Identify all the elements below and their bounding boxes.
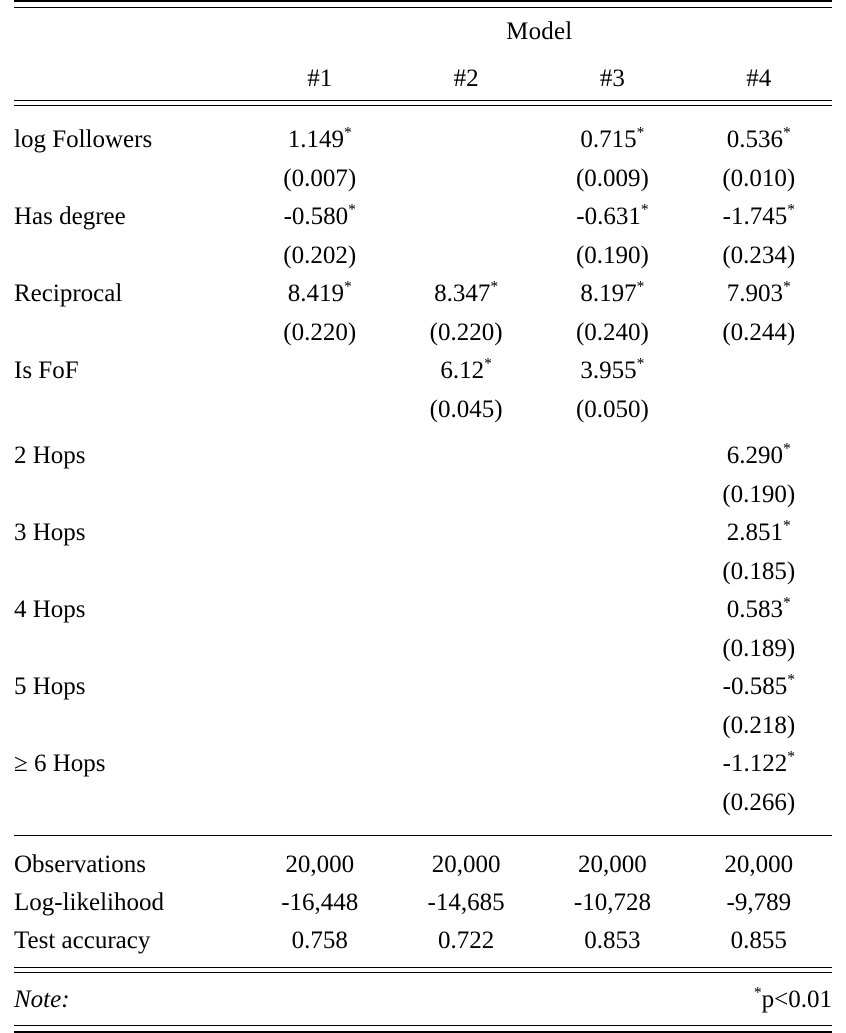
coef-log-followers-m3: 0.715* xyxy=(580,124,645,153)
se-3-hops-m1 xyxy=(247,552,393,590)
se-log-followers-m2 xyxy=(393,159,539,197)
se-5-hops-m3 xyxy=(539,706,685,744)
stat-observations-m1: 20,000 xyxy=(285,850,355,878)
coef-has-degree-m4: -1.745* xyxy=(722,201,795,230)
coef-2-hops-m1 xyxy=(247,436,393,475)
row-label-spacer xyxy=(14,313,247,351)
stat-observations-m2: 20,000 xyxy=(431,850,501,878)
stat-observations-m4: 20,000 xyxy=(724,850,794,878)
coef-6-plus-hops-m4: -1.122* xyxy=(722,748,795,777)
se-5-hops-m4: (0.218) xyxy=(722,711,796,739)
table-row-std-error xyxy=(14,159,832,197)
se-6-plus-hops-m4: (0.266) xyxy=(722,788,796,816)
stat-test-accuracy-m4: 0.855 xyxy=(730,926,787,954)
table-row-std-error xyxy=(14,552,832,590)
table-row xyxy=(14,274,832,313)
footnote-value: *p<0.01 xyxy=(753,984,832,1013)
se-3-hops-m2 xyxy=(393,552,539,590)
row-label-4-hops: 4 Hops xyxy=(14,596,86,623)
se-2-hops-m3 xyxy=(539,475,685,513)
se-has-degree-m2 xyxy=(393,236,539,274)
column-header-4: #4 xyxy=(746,64,772,92)
se-reciprocal-m2: (0.220) xyxy=(429,318,503,346)
coef-3-hops-m2 xyxy=(393,513,539,552)
coef-5-hops-m2 xyxy=(393,667,539,706)
column-header-2: #2 xyxy=(453,64,479,92)
coef-log-followers-m4: 0.536* xyxy=(726,124,791,153)
se-reciprocal-m4: (0.244) xyxy=(722,318,796,346)
significance-star: * xyxy=(484,355,492,373)
se-6-plus-hops-m2 xyxy=(393,783,539,821)
coef-3-hops-m1 xyxy=(247,513,393,552)
table-row xyxy=(14,197,832,236)
table-row-statistic xyxy=(14,921,832,959)
significance-star: * xyxy=(636,278,645,296)
row-label-spacer xyxy=(14,629,247,667)
se-has-degree-m4: (0.234) xyxy=(722,241,796,269)
table-bottom-rule xyxy=(14,1026,832,1033)
se-5-hops-m1 xyxy=(247,706,393,744)
se-6-plus-hops-m1 xyxy=(247,783,393,821)
table-row-std-error xyxy=(14,783,832,821)
table-row xyxy=(14,436,832,475)
se-4-hops-m3 xyxy=(539,629,685,667)
row-label-log-likelihood: Log-likelihood xyxy=(14,888,164,916)
table-row xyxy=(14,667,832,706)
coef-3-hops-m3 xyxy=(539,513,685,552)
coef-2-hops-m2 xyxy=(393,436,539,475)
coef-4-hops-m1 xyxy=(247,590,393,629)
row-label-spacer xyxy=(14,552,247,590)
significance-star: * xyxy=(783,124,791,142)
significance-star: * xyxy=(783,440,791,458)
significance-star: * xyxy=(783,278,791,296)
se-4-hops-m2 xyxy=(393,629,539,667)
se-2-hops-m4: (0.190) xyxy=(722,480,796,508)
se-6-plus-hops-m3 xyxy=(539,783,685,821)
stat-log-likelihood-m2: -14,685 xyxy=(427,888,505,916)
se-5-hops-m2 xyxy=(393,706,539,744)
coef-6-plus-hops-m2 xyxy=(393,744,539,783)
stat-log-likelihood-m3: -10,728 xyxy=(573,888,651,916)
header-columns-row xyxy=(14,56,832,101)
coef-4-hops-m2 xyxy=(393,590,539,629)
header-group-label: Model xyxy=(506,17,573,45)
se-2-hops-m2 xyxy=(393,475,539,513)
stat-observations-m3: 20,000 xyxy=(578,850,647,878)
table-row-std-error xyxy=(14,236,832,274)
footnote-row xyxy=(14,973,832,1026)
stat-log-likelihood-m1: -16,448 xyxy=(281,888,359,916)
table-row-statistic xyxy=(14,883,832,921)
column-header-3: #3 xyxy=(599,64,625,92)
stat-test-accuracy-m2: 0.722 xyxy=(437,926,495,954)
se-log-followers-m3: (0.009) xyxy=(575,164,649,192)
significance-star: * xyxy=(783,594,791,612)
column-header-1: #1 xyxy=(307,64,333,92)
regression-table xyxy=(14,0,832,1033)
significance-star: * xyxy=(783,517,791,535)
se-3-hops-m4: (0.185) xyxy=(722,557,796,585)
significance-star: * xyxy=(343,124,352,142)
row-label-2-hops: 2 Hops xyxy=(14,442,86,469)
se-4-hops-m4: (0.189) xyxy=(722,634,796,662)
coef-3-hops-m4: 2.851* xyxy=(726,517,791,546)
coef-2-hops-m3 xyxy=(539,436,685,475)
coef-is-fof-m4 xyxy=(686,351,832,390)
statistics-inner-spacer xyxy=(14,837,832,845)
table-row-std-error xyxy=(14,706,832,744)
table-row-std-error xyxy=(14,629,832,667)
significance-star: * xyxy=(636,355,645,373)
coef-6-plus-hops-m1 xyxy=(247,744,393,783)
se-is-fof-m4 xyxy=(686,390,832,428)
row-label-has-degree: Has degree xyxy=(14,203,126,230)
significance-star: * xyxy=(787,671,795,689)
coef-is-fof-m3: 3.955* xyxy=(580,355,645,384)
row-label-3-hops: 3 Hops xyxy=(14,519,86,546)
table-row-std-error xyxy=(14,313,832,351)
row-label-spacer xyxy=(14,475,247,513)
hops-block-spacer xyxy=(14,428,832,436)
se-has-degree-m3: (0.190) xyxy=(575,241,649,269)
table-row xyxy=(14,744,832,783)
table-row xyxy=(14,351,832,390)
stats-top-spacer xyxy=(14,821,832,836)
se-3-hops-m3 xyxy=(539,552,685,590)
table-row-std-error xyxy=(14,390,832,428)
se-log-followers-m1: (0.007) xyxy=(283,164,357,192)
table-row-statistic xyxy=(14,845,832,883)
row-label-is-fof: Is FoF xyxy=(14,357,79,384)
row-label-test-accuracy: Test accuracy xyxy=(14,926,151,954)
coef-4-hops-m3 xyxy=(539,590,685,629)
se-has-degree-m1: (0.202) xyxy=(283,241,357,269)
footnote-label: Note: xyxy=(14,985,70,1013)
coef-reciprocal-m2: 8.347* xyxy=(434,278,499,307)
table-row xyxy=(14,120,832,159)
header-group-spacer xyxy=(14,8,247,55)
coef-reciprocal-m1: 8.419* xyxy=(287,278,352,307)
significance-star: * xyxy=(787,748,795,766)
coef-5-hops-m4: -0.585* xyxy=(722,671,795,700)
row-label-spacer xyxy=(14,159,247,197)
significance-star: * xyxy=(640,201,649,219)
coef-has-degree-m1: -0.580* xyxy=(283,201,356,230)
row-label-reciprocal: Reciprocal xyxy=(14,280,123,307)
se-is-fof-m3: (0.050) xyxy=(575,395,649,423)
row-label-spacer xyxy=(14,390,247,428)
row-label-log-followers: log Followers xyxy=(14,126,153,153)
coef-has-degree-m2 xyxy=(393,197,539,236)
se-is-fof-m1 xyxy=(247,390,393,428)
row-label-spacer xyxy=(14,783,247,821)
coef-is-fof-m2: 6.12* xyxy=(440,355,492,384)
row-label-5-hops: 5 Hops xyxy=(14,673,86,700)
row-label-observations: Observations xyxy=(14,850,146,878)
coef-has-degree-m3: -0.631* xyxy=(576,201,649,230)
coef-4-hops-m4: 0.583* xyxy=(726,594,791,623)
coef-2-hops-m4: 6.290* xyxy=(726,440,791,469)
coef-is-fof-m1 xyxy=(247,351,393,390)
coef-5-hops-m1 xyxy=(247,667,393,706)
coef-reciprocal-m4: 7.903* xyxy=(726,278,791,307)
stat-log-likelihood-m4: -9,789 xyxy=(726,888,792,916)
se-2-hops-m1 xyxy=(247,475,393,513)
header-group-row xyxy=(14,8,832,55)
body-top-spacer xyxy=(14,106,832,121)
table-row xyxy=(14,513,832,552)
coef-reciprocal-m3: 8.197* xyxy=(580,278,645,307)
significance-star: * xyxy=(343,278,352,296)
header-columns-spacer xyxy=(14,56,247,101)
se-is-fof-m2: (0.045) xyxy=(429,395,503,423)
significance-star: * xyxy=(348,201,356,219)
se-reciprocal-m1: (0.220) xyxy=(283,318,357,346)
se-reciprocal-m3: (0.240) xyxy=(575,318,649,346)
coef-log-followers-m1: 1.149* xyxy=(287,124,352,153)
coef-log-followers-m2 xyxy=(393,120,539,159)
stat-test-accuracy-m3: 0.853 xyxy=(584,926,641,954)
se-4-hops-m1 xyxy=(247,629,393,667)
se-log-followers-m4: (0.010) xyxy=(722,164,796,192)
table-row-std-error xyxy=(14,475,832,513)
row-label-spacer xyxy=(14,236,247,274)
significance-star: * xyxy=(490,278,499,296)
significance-star: * xyxy=(753,984,762,1002)
coef-6-plus-hops-m3 xyxy=(539,744,685,783)
significance-star: * xyxy=(636,124,645,142)
stat-test-accuracy-m1: 0.758 xyxy=(291,926,348,954)
row-label-6-plus-hops: ≥ 6 Hops xyxy=(14,750,106,777)
row-label-spacer xyxy=(14,706,247,744)
coef-5-hops-m3 xyxy=(539,667,685,706)
significance-star: * xyxy=(787,201,795,219)
table-row xyxy=(14,590,832,629)
footnote-top-spacer xyxy=(14,959,832,968)
